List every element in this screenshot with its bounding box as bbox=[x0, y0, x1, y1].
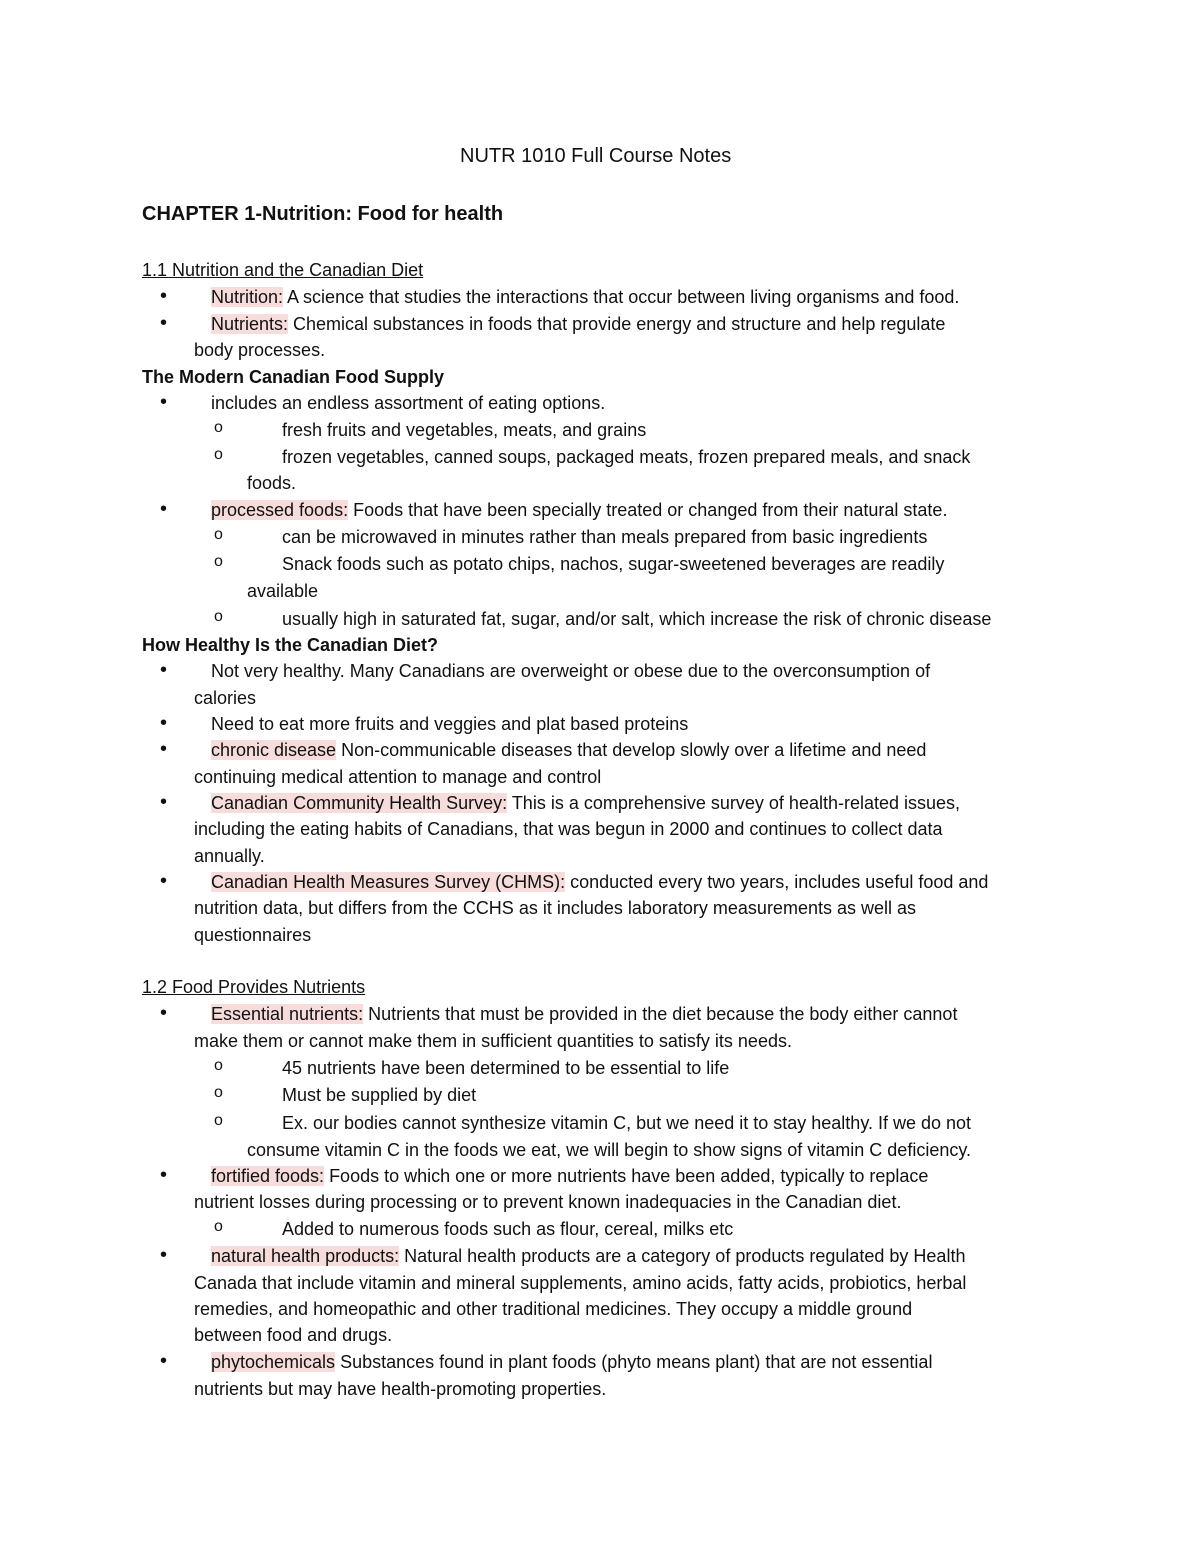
sub-bullet: o Ex. our bodies cannot synthesize vitamin C, but we need it to stay healthy. If we do not bbox=[214, 1111, 971, 1135]
term-highlight: natural health products: bbox=[211, 1246, 400, 1266]
bullet-continuation: calories bbox=[194, 688, 257, 708]
term-highlight: Nutrients: bbox=[211, 314, 289, 334]
definition-text: Foods to which one or more nutrients have been added, typically to replace bbox=[324, 1166, 929, 1186]
term-highlight: phytochemicals bbox=[211, 1352, 336, 1372]
sub-bullet: o Must be supplied by diet bbox=[214, 1083, 476, 1107]
section-heading-1-1: 1.1 Nutrition and the Canadian Diet bbox=[142, 260, 424, 280]
sub-bullet: o frozen vegetables, canned soups, packaged meats, frozen prepared meals, and snack bbox=[214, 445, 970, 469]
sub-bullet: o 45 nutrients have been determined to be essential to life bbox=[214, 1056, 729, 1080]
sub-bullet: o fresh fruits and vegetables, meats, and grains bbox=[214, 418, 646, 442]
bullet-fruits-veggies: • Need to eat more fruits and veggies and plat based proteins bbox=[142, 712, 688, 736]
term-highlight: chronic disease bbox=[211, 740, 337, 760]
bullet-continuation: make them or cannot make them in sufficient quantities to satisfy its needs. bbox=[194, 1031, 792, 1051]
bullet-essential-nutrients bbox=[142, 1002, 957, 1026]
term-highlight: Canadian Health Measures Survey (CHMS): bbox=[211, 872, 566, 892]
bullet-continuation: annually. bbox=[194, 846, 265, 866]
chapter-heading: CHAPTER 1-Nutrition: Food for health bbox=[142, 203, 504, 225]
bullet-not-healthy: • Not very healthy. Many Canadians are overweight or obese due to the overconsumption of bbox=[142, 659, 930, 683]
sub-bullet-continuation: available bbox=[247, 581, 319, 601]
definition-text: This is a comprehensive survey of health-related issues, bbox=[507, 793, 961, 813]
bullet-processed-foods bbox=[142, 498, 947, 522]
definition-text: Substances found in plant foods (phyto means plant) that are not essential bbox=[335, 1352, 933, 1372]
bullet-continuation: including the eating habits of Canadians, that was begun in 2000 and continues to collect data bbox=[194, 819, 943, 839]
bullet-continuation: Canada that include vitamin and mineral supplements, amino acids, fatty acids, probiotics, herbal bbox=[194, 1273, 967, 1293]
bullet-nutrients bbox=[142, 312, 945, 336]
term-highlight: Canadian Community Health Survey: bbox=[211, 793, 508, 813]
bullet-continuation: nutrient losses during processing or to prevent known inadequacies in the Canadian diet. bbox=[194, 1192, 902, 1212]
bullet-continuation: nutrients but may have health-promoting properties. bbox=[194, 1379, 607, 1399]
bullet-phytochemicals bbox=[142, 1350, 932, 1374]
bullet-assortment: • includes an endless assortment of eating options. bbox=[142, 391, 605, 415]
sub-bullet: o Added to numerous foods such as flour, cereal, milks etc bbox=[214, 1217, 733, 1241]
sub-bullet-continuation: foods. bbox=[247, 473, 297, 493]
bullet-continuation: remedies, and homeopathic and other traditional medicines. They occupy a middle ground bbox=[194, 1299, 913, 1319]
bullet-nutrition bbox=[142, 285, 959, 309]
document-title: NUTR 1010 Full Course Notes bbox=[460, 145, 732, 167]
sub-bullet: o Snack foods such as potato chips, nachos, sugar-sweetened beverages are readily bbox=[214, 552, 944, 576]
definition-text: Chemical substances in foods that provide energy and structure and help regulate bbox=[288, 314, 946, 334]
definition-text: Nutrients that must be provided in the diet because the body either cannot bbox=[363, 1004, 958, 1024]
sub-bullet-continuation: consume vitamin C in the foods we eat, we will begin to show signs of vitamin C deficiency. bbox=[247, 1140, 971, 1160]
term-highlight: processed foods: bbox=[211, 500, 349, 520]
bullet-continuation: body processes. bbox=[194, 340, 326, 360]
definition-text: Non-communicable diseases that develop slowly over a lifetime and need bbox=[336, 740, 927, 760]
sub-bullet: o usually high in saturated fat, sugar, and/or salt, which increase the risk of chronic disease bbox=[214, 607, 991, 631]
section-heading-1-2: 1.2 Food Provides Nutrients bbox=[142, 977, 366, 997]
bullet-natural-health-products bbox=[142, 1244, 965, 1268]
definition-text: A science that studies the interactions that occur between living organisms and food. bbox=[283, 287, 960, 307]
subheading-food-supply: The Modern Canadian Food Supply bbox=[142, 367, 445, 387]
definition-text: Foods that have been specially treated or changed from their natural state. bbox=[348, 500, 948, 520]
bullet-chms bbox=[142, 870, 988, 894]
sub-bullet: o can be microwaved in minutes rather than meals prepared from basic ingredients bbox=[214, 525, 927, 549]
definition-text: Natural health products are a category of products regulated by Health bbox=[399, 1246, 966, 1266]
definition-text: conducted every two years, includes useful food and bbox=[565, 872, 989, 892]
bullet-cchs bbox=[142, 791, 960, 815]
bullet-continuation: questionnaires bbox=[194, 925, 312, 945]
bullet-continuation: nutrition data, but differs from the CCHS as it includes laboratory measurements as well as bbox=[194, 898, 916, 918]
subheading-healthy-diet: How Healthy Is the Canadian Diet? bbox=[142, 635, 439, 655]
bullet-continuation: between food and drugs. bbox=[194, 1325, 393, 1345]
term-highlight: fortified foods: bbox=[211, 1166, 325, 1186]
term-highlight: Essential nutrients: bbox=[211, 1004, 364, 1024]
bullet-continuation: continuing medical attention to manage and control bbox=[194, 767, 602, 787]
term-highlight: Nutrition: bbox=[211, 287, 284, 307]
bullet-chronic-disease bbox=[142, 738, 926, 762]
bullet-fortified-foods bbox=[142, 1164, 928, 1188]
